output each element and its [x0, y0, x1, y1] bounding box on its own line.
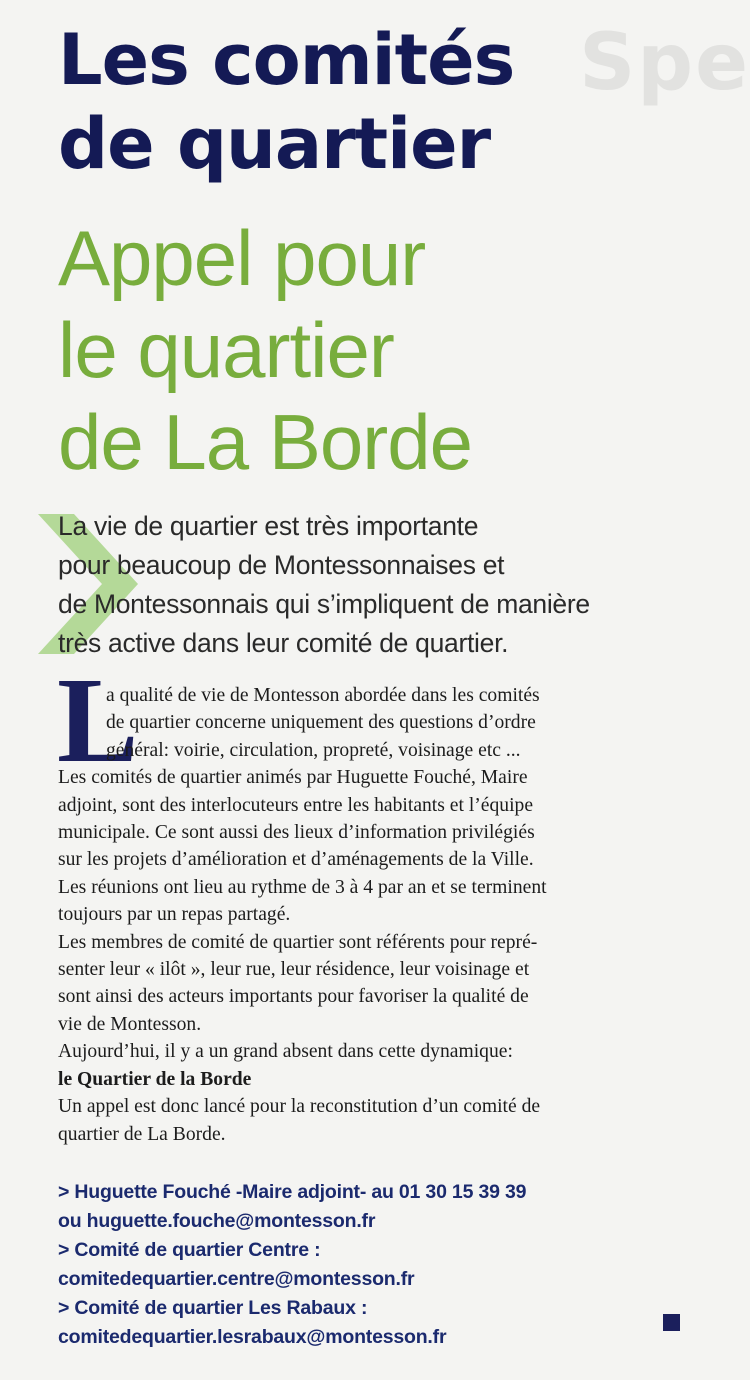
contact-email-link[interactable]: comitedequartier.lesrabaux@montesson.fr [58, 1326, 447, 1348]
highlighted-line: le Quartier de la Borde [58, 1068, 252, 1090]
contact-label: > Comité de quartier Les Rabaux : [58, 1297, 368, 1319]
article-body [58, 682, 688, 1148]
body-line: Aujourd’hui, il y a un grand absent dans cette dynamique: [58, 1041, 513, 1063]
body-line: quartier de La Borde. [58, 1123, 226, 1145]
body-line: vie de Montesson. [58, 1013, 202, 1035]
page-title [58, 18, 514, 186]
contact-label: > Comité de quartier Centre : [58, 1239, 321, 1261]
intro-line: pour beaucoup de Montessonnaises et [58, 550, 505, 580]
drop-cap: L [57, 653, 139, 788]
contact-email-link[interactable]: comitedequartier.centre@montesson.fr [58, 1268, 415, 1290]
contact-phone: > Huguette Fouché -Maire adjoint- au 01 30 15 39 39 [58, 1181, 527, 1203]
body-line: Les réunions ont lieu au rythme de 3 à 4 par an et se terminent [58, 876, 547, 898]
intro-paragraph [58, 507, 658, 663]
end-square-icon [663, 1314, 680, 1331]
contact-info [58, 1178, 526, 1352]
intro-line: La vie de quartier est très importante [58, 511, 479, 541]
contact-email-link[interactable]: ou huguette.fouche@montesson.fr [58, 1210, 376, 1232]
body-line: Un appel est donc lancé pour la reconstitution d’un comité de [58, 1096, 541, 1118]
body-line: a qualité de vie de Montesson abordée dans les comités [106, 685, 540, 706]
body-line: adjoint, sont des interlocuteurs entre les habitants et l’équipe [58, 794, 534, 816]
body-line: municipale. Ce sont aussi des lieux d’information privilégiés [58, 822, 535, 844]
title-line: de quartier [58, 103, 491, 185]
body-line: sur les projets d’amélioration et d’aménagements de la Ville. [58, 849, 534, 871]
body-line: toujours par un repas partagé. [58, 904, 291, 926]
subtitle-line: Appel pour [58, 214, 426, 302]
body-line: Les membres de comité de quartier sont référents pour repré- [58, 931, 538, 953]
body-line: Les comités de quartier animés par Huguette Fouché, Maire [58, 767, 528, 789]
body-line: de quartier concerne uniquement des questions d’ordre [106, 712, 536, 734]
body-line: général: voirie, circulation, propreté, voisinage etc ... [106, 739, 521, 761]
body-line: senter leur « ilôt », leur rue, leur résidence, leur voisinage et [58, 959, 530, 981]
intro-line: très active dans leur comité de quartier. [58, 628, 509, 658]
title-line: Les comités [58, 19, 515, 101]
bleed-through-text: Spe [579, 18, 750, 108]
subtitle [58, 212, 472, 488]
subtitle-line: le quartier [58, 306, 394, 394]
subtitle-line: de La Borde [58, 398, 473, 486]
body-line: sont ainsi des acteurs importants pour favoriser la qualité de [58, 986, 529, 1008]
intro-line: de Montessonnais qui s’impliquent de manière [58, 589, 590, 619]
